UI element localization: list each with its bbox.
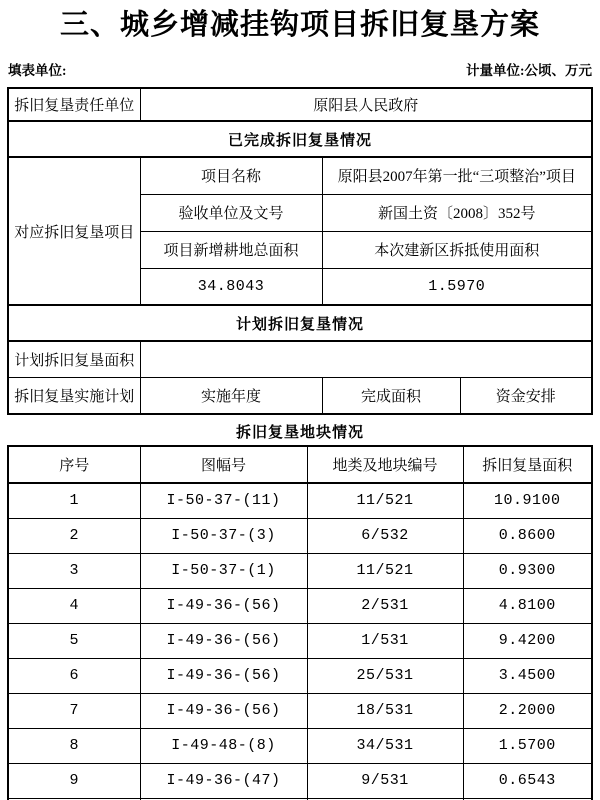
plot-area-cell: 9.4200 bbox=[463, 623, 592, 658]
plot-row bbox=[8, 693, 592, 728]
plot-sheet-cell: I-49-48-(8) bbox=[140, 728, 307, 763]
plots-table bbox=[7, 445, 593, 800]
newzone-offset-area-value-cell: 1.5970 bbox=[322, 268, 592, 305]
plot-area-cell: 0.8600 bbox=[463, 518, 592, 553]
plot-code-cell: 11/521 bbox=[307, 483, 463, 518]
plot-code-cell: 25/531 bbox=[307, 658, 463, 693]
plot-area-cell: 2.2000 bbox=[463, 693, 592, 728]
fill-unit-label: 填表单位: bbox=[8, 63, 67, 78]
project-name-value-cell: 原阳县2007年第一批“三项整治”项目 bbox=[322, 157, 592, 194]
plot-code-cell: 34/531 bbox=[307, 728, 463, 763]
measure-unit-label: 计量单位:公顷、万元 bbox=[466, 63, 592, 78]
plot-sheet-cell: I-49-36-(56) bbox=[140, 658, 307, 693]
plot-row bbox=[8, 763, 592, 798]
plot-code-cell: 9/531 bbox=[307, 763, 463, 798]
col-header-index: 序号 bbox=[8, 446, 140, 483]
completed-section-header-cell: 已完成拆旧复垦情况 bbox=[8, 121, 592, 157]
responsible-unit-value-cell: 原阳县人民政府 bbox=[140, 88, 592, 121]
table-row bbox=[8, 377, 592, 414]
completed-section-header-row bbox=[8, 121, 592, 157]
table-row bbox=[8, 341, 592, 377]
planned-section-header-row bbox=[8, 305, 592, 341]
plot-index-cell: 2 bbox=[8, 518, 140, 553]
planned-area-label-cell: 计划拆旧复垦面积 bbox=[8, 341, 140, 377]
plot-index-cell: 9 bbox=[8, 763, 140, 798]
table-row bbox=[8, 88, 592, 121]
table-row bbox=[8, 157, 592, 194]
planned-area-value-cell bbox=[140, 341, 592, 377]
plot-code-cell: 18/531 bbox=[307, 693, 463, 728]
plot-sheet-cell: I-50-37-(3) bbox=[140, 518, 307, 553]
plot-area-cell: 3.4500 bbox=[463, 658, 592, 693]
plot-index-cell: 7 bbox=[8, 693, 140, 728]
project-group-label-cell: 对应拆旧复垦项目 bbox=[8, 157, 140, 305]
col-header-area: 拆旧复垦面积 bbox=[463, 446, 592, 483]
plot-index-cell: 4 bbox=[8, 588, 140, 623]
newzone-offset-area-label-cell: 本次建新区拆抵使用面积 bbox=[322, 231, 592, 268]
plot-index-cell: 3 bbox=[8, 553, 140, 588]
new-farmland-area-label-cell: 项目新增耕地总面积 bbox=[140, 231, 322, 268]
plot-code-cell: 6/532 bbox=[307, 518, 463, 553]
plot-row bbox=[8, 658, 592, 693]
plot-code-cell: 11/521 bbox=[307, 553, 463, 588]
plot-sheet-cell: I-49-36-(56) bbox=[140, 588, 307, 623]
units-row bbox=[8, 62, 592, 80]
plot-index-cell: 1 bbox=[8, 483, 140, 518]
plots-header-row bbox=[8, 446, 592, 483]
plot-index-cell: 5 bbox=[8, 623, 140, 658]
plot-row bbox=[8, 588, 592, 623]
plot-sheet-cell: I-49-36-(47) bbox=[140, 763, 307, 798]
plot-code-cell: 1/531 bbox=[307, 623, 463, 658]
plot-code-cell: 2/531 bbox=[307, 588, 463, 623]
acceptance-doc-label-cell: 验收单位及文号 bbox=[140, 194, 322, 231]
plot-sheet-cell: I-49-36-(56) bbox=[140, 693, 307, 728]
fund-arrangement-header-cell: 资金安排 bbox=[460, 377, 592, 414]
plot-area-cell: 0.9300 bbox=[463, 553, 592, 588]
project-name-label-cell: 项目名称 bbox=[140, 157, 322, 194]
implementation-plan-label-cell: 拆旧复垦实施计划 bbox=[8, 377, 140, 414]
col-header-map-sheet: 图幅号 bbox=[140, 446, 307, 483]
plot-row bbox=[8, 483, 592, 518]
plot-row bbox=[8, 623, 592, 658]
plot-row bbox=[8, 553, 592, 588]
plot-area-cell: 1.5700 bbox=[463, 728, 592, 763]
implementation-year-header-cell: 实施年度 bbox=[140, 377, 322, 414]
col-header-land-code: 地类及地块编号 bbox=[307, 446, 463, 483]
completed-area-header-cell: 完成面积 bbox=[322, 377, 460, 414]
responsible-unit-label-cell: 拆旧复垦责任单位 bbox=[8, 88, 140, 121]
summary-table bbox=[7, 87, 593, 415]
plot-row bbox=[8, 518, 592, 553]
plot-sheet-cell: I-50-37-(11) bbox=[140, 483, 307, 518]
new-farmland-area-value-cell: 34.8043 bbox=[140, 268, 322, 305]
page-title: 三、城乡增减挂钩项目拆旧复垦方案 bbox=[59, 9, 540, 41]
plot-area-cell: 4.8100 bbox=[463, 588, 592, 623]
plot-sheet-cell: I-50-37-(1) bbox=[140, 553, 307, 588]
acceptance-doc-value-cell: 新国土资〔2008〕352号 bbox=[322, 194, 592, 231]
plot-area-cell: 0.6543 bbox=[463, 763, 592, 798]
plot-index-cell: 6 bbox=[8, 658, 140, 693]
plot-area-cell: 10.9100 bbox=[463, 483, 592, 518]
plot-row bbox=[8, 728, 592, 763]
plots-section-header: 拆旧复垦地块情况 bbox=[235, 425, 364, 441]
plot-sheet-cell: I-49-36-(56) bbox=[140, 623, 307, 658]
planned-section-header-cell: 计划拆旧复垦情况 bbox=[8, 305, 592, 341]
plot-index-cell: 8 bbox=[8, 728, 140, 763]
